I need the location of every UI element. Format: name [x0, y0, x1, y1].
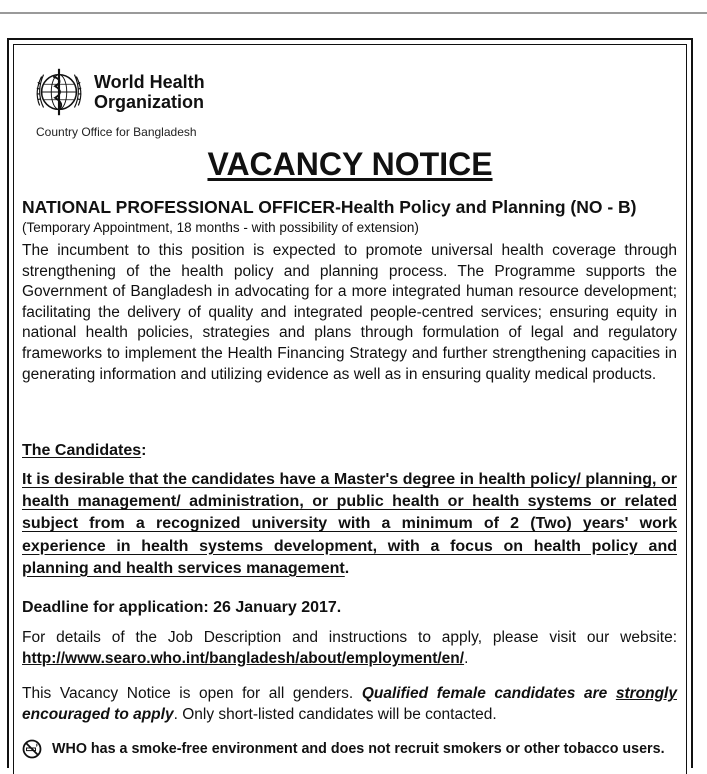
org-name-line1: World Health [94, 72, 205, 92]
application-deadline: Deadline for application: 26 January 2017. [22, 599, 342, 616]
details-paragraph [22, 627, 677, 669]
details-end: . [464, 650, 469, 667]
details-text: For details of the Job Description and instructions to apply, please visit our website: [22, 629, 677, 646]
eo-part4: encouraged to apply [22, 706, 174, 723]
eo-part2: Qualified female candidates are [361, 685, 616, 702]
candidates-heading-text: The Candidates [22, 442, 142, 459]
no-smoking-icon [22, 739, 42, 759]
eo-part5: . Only short-listed candidates will be contacted. [173, 706, 497, 723]
equal-opportunity-statement [22, 683, 677, 725]
eo-part1: This Vacancy Notice is open for all genders. [22, 685, 362, 702]
org-name-line2: Organization [94, 92, 205, 112]
employment-link[interactable]: http://www.searo.who.int/bangladesh/about/employment/en/ [22, 650, 465, 667]
country-office: Country Office for Bangladesh [36, 125, 197, 139]
candidates-heading-colon: : [141, 442, 147, 459]
candidates-heading [22, 441, 146, 461]
notice-frame [7, 38, 693, 768]
eo-part3: strongly [615, 685, 677, 702]
job-description: The incumbent to this position is expected to promote universal health coverage through strengthening of the health policy and planning process. The Programme supports the Government of Bangladesh in advocating for a more integrated human resource development; facilitating the delivery of quality and integrated people-centred services; ensuring equity in national health policies, strategies and plans through formulation of legal and regulatory frameworks to implement the Health Financing Strategy and further strengthening capacities in generating information and utilizing evidence as well as in ensuring quality medical products. [22, 242, 677, 383]
who-emblem-icon [30, 63, 88, 121]
smoke-free-text: WHO has a smoke-free environment and does not recruit smokers or other tobacco users. [52, 741, 665, 757]
candidate-requirements [22, 469, 677, 580]
appointment-terms: (Temporary Appointment, 18 months - with possibility of extension) [22, 220, 419, 235]
position-title: NATIONAL PROFESSIONAL OFFICER-Health Policy and Planning (NO - B) [22, 197, 637, 217]
notice-inner-frame [13, 44, 687, 774]
top-rule [0, 12, 707, 14]
title-text: VACANCY NOTICE [207, 146, 493, 182]
requirements-period: . [344, 559, 350, 577]
page-title [14, 145, 686, 183]
requirements-text: It is desirable that the candidates have a Master's degree in health policy/ planning, or health management/ administration, or public health or health systems or related subject from a recognized university with a minimum of 2 (Two) years' work experience in health systems development, with a focus on health policy and planning and health services management [22, 471, 677, 577]
